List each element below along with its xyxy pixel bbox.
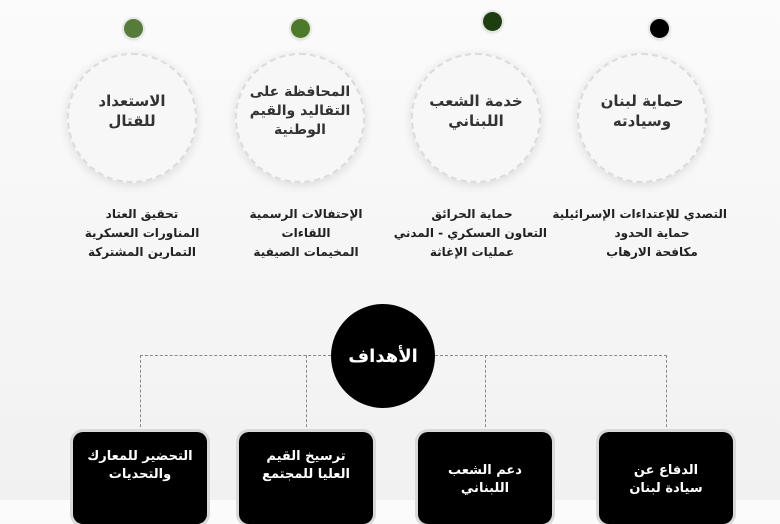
column-3-item: الإحتفالات الرسمية	[249, 207, 363, 221]
column-2-items	[393, 205, 547, 262]
connector-drop-2	[485, 355, 486, 432]
column-2-item: حماية الحرائق	[431, 207, 513, 221]
connector-drop-4	[140, 355, 141, 432]
column-1-items	[552, 205, 727, 262]
column-3-items	[231, 205, 381, 262]
goal-box-3	[239, 432, 373, 524]
column-4-item: التمارين المشتركة	[88, 245, 196, 259]
goal-label-4: التحضير للمعارك والتحديات	[87, 449, 193, 482]
column-1-item: التصدي للإعتداءات الإسرائيلية	[552, 207, 727, 221]
goal-label-3: ترسيخ القيم العليا للمجتمع	[262, 449, 350, 482]
column-2-dot	[483, 12, 502, 31]
column-3-item: اللقاءات	[281, 226, 331, 240]
column-1-circle	[577, 53, 707, 183]
column-1-item: حماية الحدود	[614, 226, 690, 240]
goal-box-1	[599, 432, 733, 524]
column-3-dot	[291, 19, 310, 38]
connector-drop-3	[306, 355, 307, 432]
goal-label-1: الدفاع عن سيادة لبنان	[629, 463, 703, 496]
column-2-item: عمليات الإغاثة	[429, 245, 515, 259]
column-1-dot	[650, 19, 669, 38]
column-3-title: المحافظة على التقاليد والقيم الوطنية	[249, 83, 351, 138]
column-3-circle	[235, 53, 365, 183]
column-3-item: المخيمات الصيفية	[253, 245, 359, 259]
connector-drop-1	[666, 355, 667, 432]
column-2-title: خدمة الشعب اللبناني	[429, 92, 523, 130]
column-4-items	[67, 205, 217, 262]
goals-hub	[331, 304, 435, 408]
column-4-dot	[124, 19, 143, 38]
column-2-circle	[411, 53, 541, 183]
column-4-item: المناورات العسكرية	[84, 226, 200, 240]
goals-hub-label: الأهداف	[348, 345, 418, 367]
column-4-item: تحقيق العتاد	[105, 207, 179, 221]
column-4-circle	[67, 53, 197, 183]
column-4-title: الاستعداد للقتال	[98, 92, 166, 130]
goal-box-2	[418, 432, 552, 524]
goal-box-4	[73, 432, 207, 524]
column-2-item: التعاون العسكري - المدني	[393, 226, 547, 240]
goal-label-2: دعم الشعب اللبناني	[448, 463, 522, 496]
column-1-title: حماية لبنان وسيادته	[600, 92, 684, 130]
connector-horizontal-right	[435, 355, 667, 356]
connector-horizontal-left	[140, 355, 331, 356]
column-1-item: مكافحة الارهاب	[606, 245, 698, 259]
